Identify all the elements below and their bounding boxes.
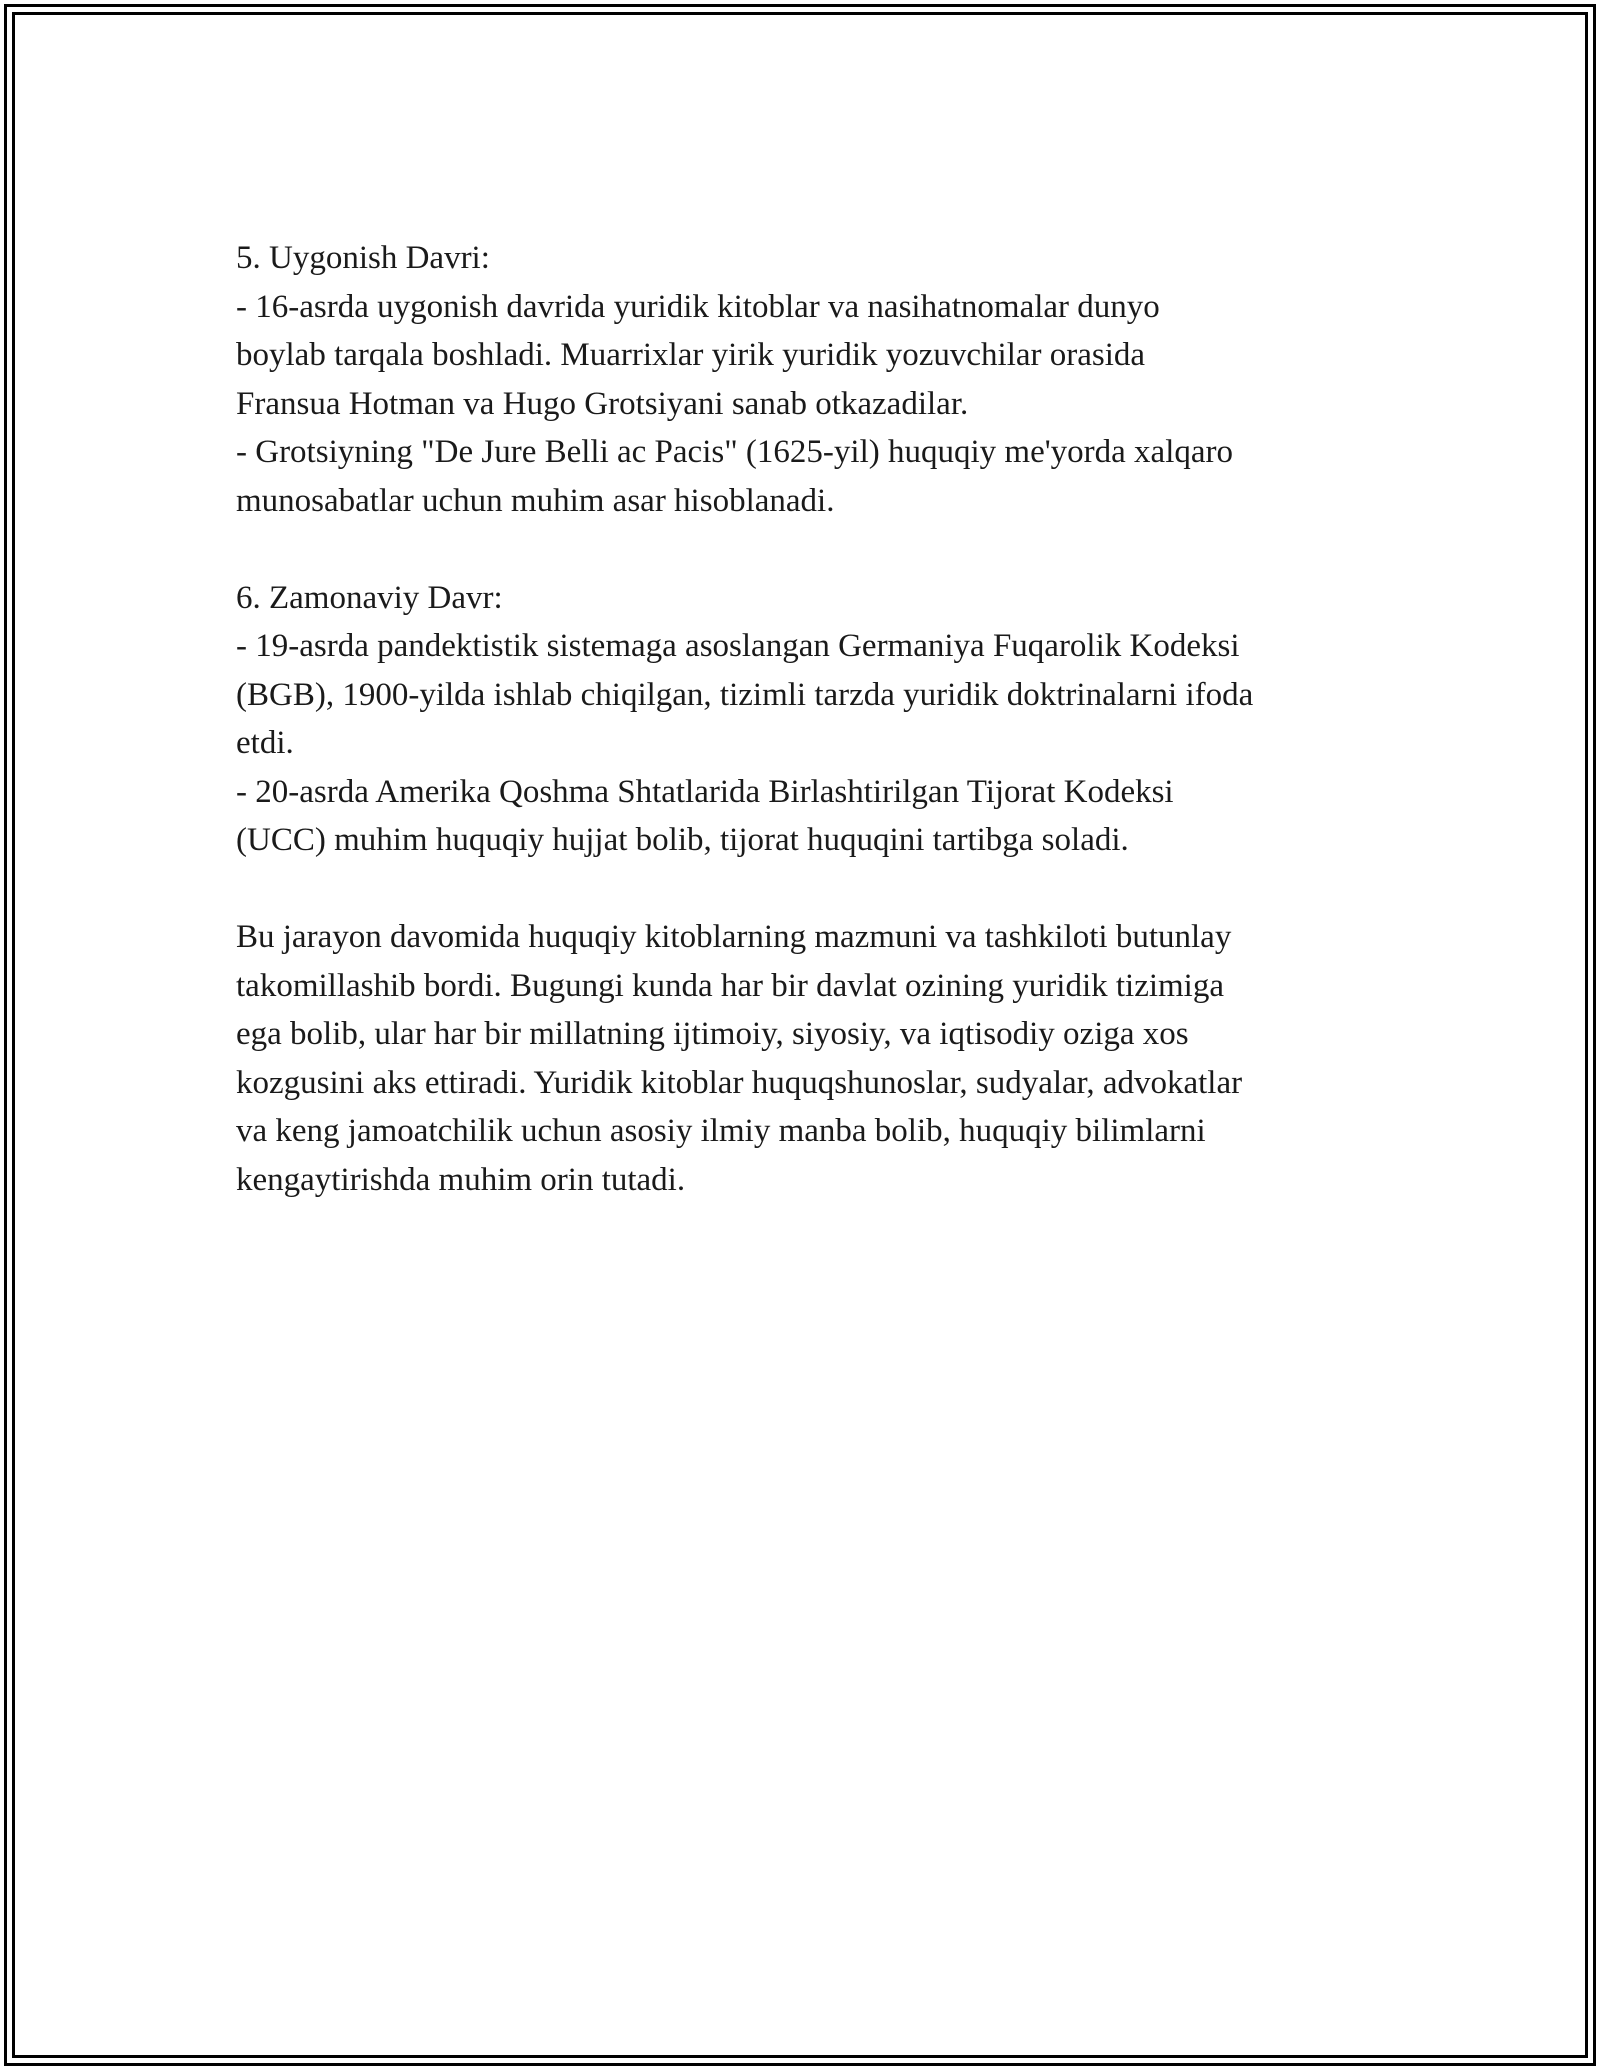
paragraph-gap <box>236 865 1386 914</box>
paragraph-gap <box>236 525 1386 574</box>
conclusion-line: kozgusini aks ettiradi. Yuridik kitoblar huquqshunoslar, sudyalar, advokatlar <box>236 1064 1243 1101</box>
section-5-line: - 16-asrda uygonish davrida yuridik kitoblar va nasihatnomalar dunyo <box>236 288 1160 325</box>
section-6-line: etdi. <box>236 725 294 761</box>
section-5 <box>236 234 1386 525</box>
section-6-heading: 6. Zamonaviy Davr: <box>236 579 503 616</box>
section-5-line: munosabatlar uchun muhim asar hisoblanadi. <box>236 482 835 519</box>
document-body <box>236 234 1386 1204</box>
section-6-line: (UCC) muhim huquqiy hujjat bolib, tijorat huquqini tartibga soladi. <box>236 822 1129 858</box>
section-5-line: - Grotsiyning "De Jure Belli ac Pacis" (1625-yil) huquqiy me'yorda xalqaro <box>236 434 1233 470</box>
conclusion-line: takomillashib bordi. Bugungi kunda har bir davlat ozining yuridik tizimiga <box>236 967 1225 1004</box>
section-5-heading: 5. Uygonish Davri: <box>236 240 490 276</box>
section-6-line: (BGB), 1900-yilda ishlab chiqilgan, tizimli tarzda yuridik doktrinalarni ifoda <box>236 676 1254 713</box>
section-5-line: Fransua Hotman va Hugo Grotsiyani sanab otkazadilar. <box>236 385 969 422</box>
section-6 <box>236 574 1386 865</box>
conclusion-line: Bu jarayon davomida huquqiy kitoblarning mazmuni va tashkiloti butunlay <box>236 919 1232 955</box>
conclusion-line: va keng jamoatchilik uchun asosiy ilmiy manba bolib, huquqiy bilimlarni <box>236 1113 1206 1149</box>
section-6-line: - 19-asrda pandektistik sistemaga asoslangan Germaniya Fuqarolik Kodeksi <box>236 628 1240 664</box>
section-5-line: boylab tarqala boshladi. Muarrixlar yirik yuridik yozuvchilar orasida <box>236 337 1146 373</box>
conclusion-line: kengaytirishda muhim orin tutadi. <box>236 1161 686 1198</box>
section-6-line: - 20-asrda Amerika Qoshma Shtatlarida Birlashtirilgan Tijorat Kodeksi <box>236 773 1174 810</box>
conclusion-line: ega bolib, ular har bir millatning ijtimoiy, siyosiy, va iqtisodiy oziga xos <box>236 1016 1189 1052</box>
conclusion-paragraph <box>236 913 1386 1204</box>
